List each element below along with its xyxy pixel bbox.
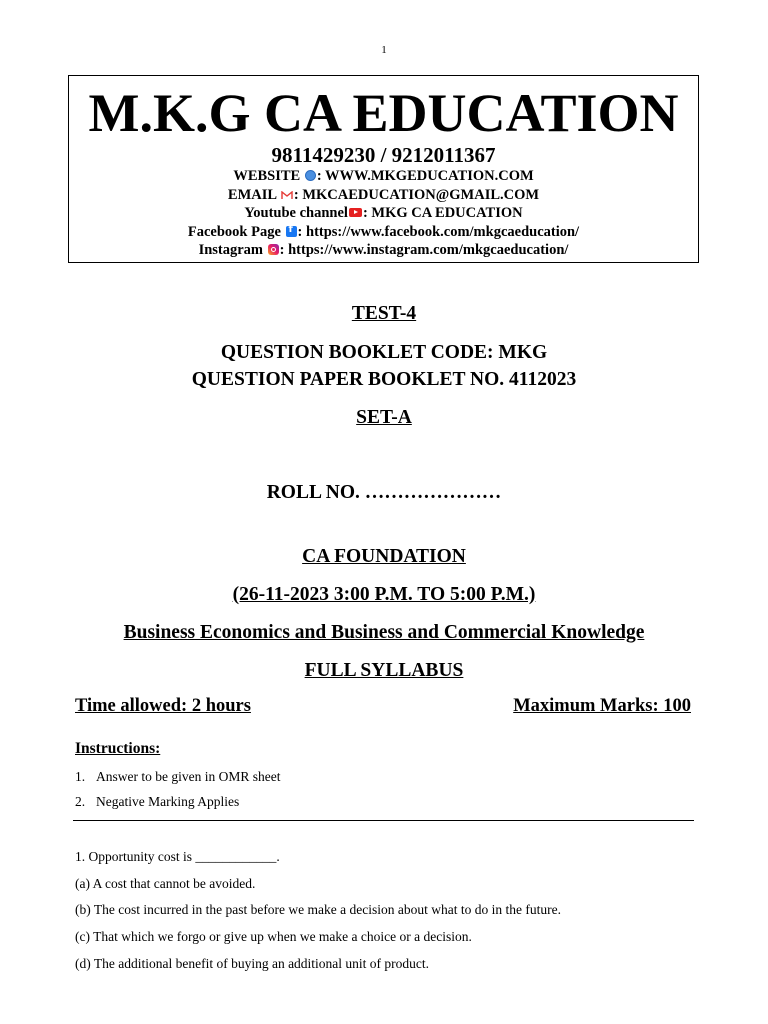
booklet-code: QUESTION BOOKLET CODE: MKG — [220, 342, 548, 363]
instruction-number: 1. — [75, 769, 86, 784]
youtube-icon — [349, 208, 362, 217]
facebook-line — [69, 223, 698, 242]
time-marks-row — [75, 696, 691, 717]
instagram-label: Instagram — [198, 242, 264, 259]
instruction-text: Negative Marking Applies — [96, 794, 240, 809]
instruction-item — [75, 769, 280, 785]
option-d: (d) The additional benefit of buying an additional unit of product. — [75, 956, 430, 971]
divider — [73, 820, 694, 821]
option-a: (a) A cost that cannot be avoided. — [75, 876, 256, 891]
email-value[interactable]: : MKCAEDUCATION@GMAIL.COM — [293, 186, 540, 203]
instruction-number: 2. — [75, 794, 86, 809]
question-stem: 1. Opportunity cost is ____________. — [75, 849, 280, 864]
course-title: CA FOUNDATION — [302, 546, 466, 567]
instruction-item — [75, 794, 239, 810]
time-allowed: Time allowed: 2 hours — [75, 696, 251, 716]
roll-number: ROLL NO. ………………… — [266, 482, 502, 503]
facebook-label: Facebook Page — [187, 223, 281, 240]
exam-schedule: (26-11-2023 3:00 P.M. TO 5:00 P.M.) — [232, 584, 536, 605]
youtube-value[interactable]: : MKG CA EDUCATION — [362, 205, 523, 222]
website-label: WEBSITE — [233, 168, 301, 185]
instructions-heading: Instructions: — [75, 740, 161, 757]
set-label: SET-A — [356, 407, 412, 428]
youtube-line — [69, 204, 698, 223]
org-name: M.K.G CA EDUCATION — [88, 83, 679, 143]
instruction-text: Answer to be given in OMR sheet — [96, 769, 281, 784]
page-number: 1 — [381, 44, 387, 56]
email-line — [69, 186, 698, 205]
syllabus-label: FULL SYLLABUS — [304, 660, 464, 681]
option-b: (b) The cost incurred in the past before we make a decision about what to do in the future. — [75, 902, 561, 917]
instagram-value[interactable]: : https://www.instagram.com/mkgcaeducation/ — [279, 242, 569, 259]
subject-title: Business Economics and Business and Commercial Knowledge — [123, 622, 645, 643]
instagram-icon — [268, 244, 279, 255]
test-title: TEST-4 — [351, 303, 417, 324]
gmail-icon — [281, 191, 293, 200]
booklet-number: QUESTION PAPER BOOKLET NO. 4112023 — [191, 369, 577, 390]
globe-icon — [305, 170, 316, 181]
youtube-label: Youtube channel — [244, 205, 348, 222]
max-marks: Maximum Marks: 100 — [513, 696, 691, 716]
facebook-icon — [286, 226, 297, 237]
header-box — [68, 75, 699, 263]
instagram-line — [69, 241, 698, 260]
website-line — [69, 167, 698, 186]
facebook-value[interactable]: : https://www.facebook.com/mkgcaeducation/ — [297, 223, 580, 240]
phone-numbers: 9811429230 / 9212011367 — [271, 143, 496, 167]
option-c: (c) That which we forgo or give up when we make a choice or a decision. — [75, 929, 472, 944]
website-value[interactable]: : WWW.MKGEDUCATION.COM — [316, 168, 534, 185]
email-label: EMAIL — [227, 186, 277, 203]
